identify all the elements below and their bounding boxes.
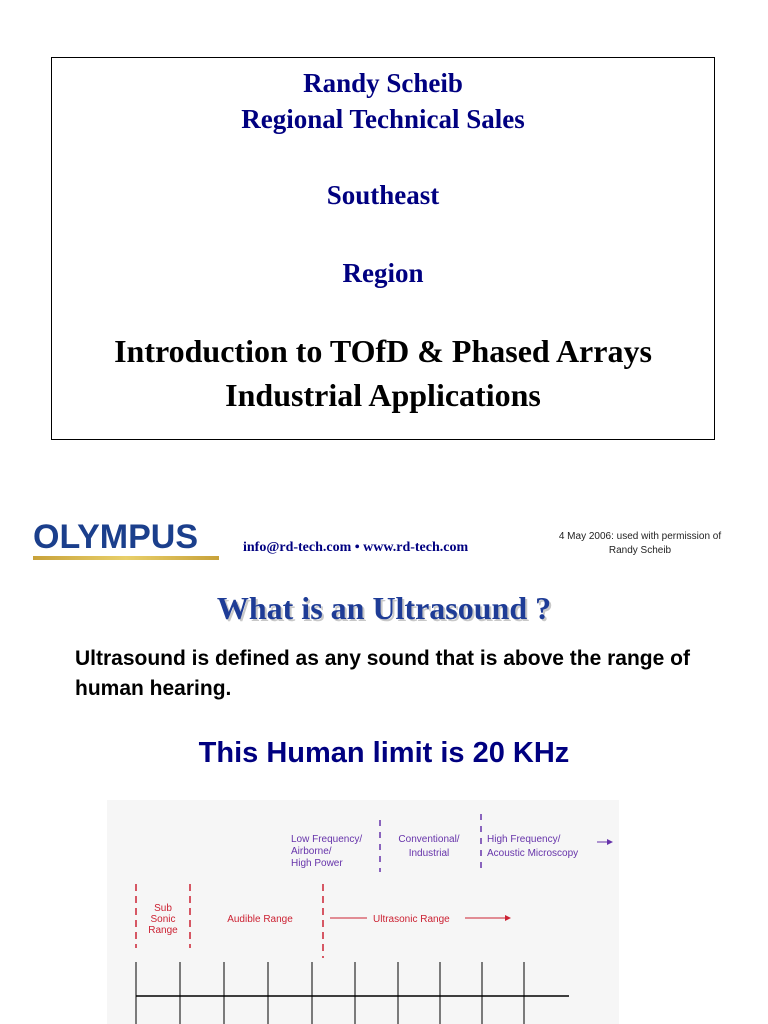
presentation-title-1: Introduction to TOfD & Phased Arrays [114,333,652,369]
audible-range-label: Audible Range [227,914,293,925]
logo-underline [33,556,219,560]
frequency-diagram-svg [107,800,619,1024]
slide-subheading: This Human limit is 20 KHz [198,737,570,769]
contact-info: info@rd-tech.com • www.rd-tech.com [243,540,469,555]
slide-heading: What is an Ultrasound ? [216,590,552,626]
logo-text: OLYMPUS [33,518,199,556]
high-frequency-arrow-icon [597,839,613,845]
region-line-2: Region [342,258,424,288]
title-box [51,57,715,440]
ultrasonic-arrow-icon [465,915,511,921]
low-frequency-label-2: Airborne/ [291,846,332,857]
conventional-label-2: Industrial [408,848,450,859]
high-frequency-label-2: Acoustic Microscopy [487,848,579,859]
slide-paragraph: Ultrasound is defined as any sound that is above the range of human hearing. [75,647,690,700]
low-frequency-label-1: Low Frequency/ [291,834,363,845]
presentation-title-2: Industrial Applications [225,377,541,413]
sub-sonic-label-1: Sub [154,903,172,914]
olympus-logo [33,519,223,563]
frequency-diagram [107,800,619,1024]
ultrasonic-range-label: Ultrasonic Range [373,914,450,925]
permission-line-1: 4 May 2006: used with permission of [558,531,722,542]
sub-sonic-label-2: Sonic [150,914,176,925]
region-line-1: Southeast [326,180,440,210]
conventional-label-1: Conventional/ [398,834,460,845]
high-frequency-label-1: High Frequency/ [487,834,561,845]
presenter-name: Randy Scheib [303,68,463,98]
frequency-scale [136,962,569,1024]
permission-line-2: Randy Scheib [608,545,672,556]
permission-note [540,530,740,558]
low-frequency-label-3: High Power [291,858,343,869]
presenter-role: Regional Technical Sales [241,104,525,134]
sub-sonic-label-3: Range [148,925,178,936]
